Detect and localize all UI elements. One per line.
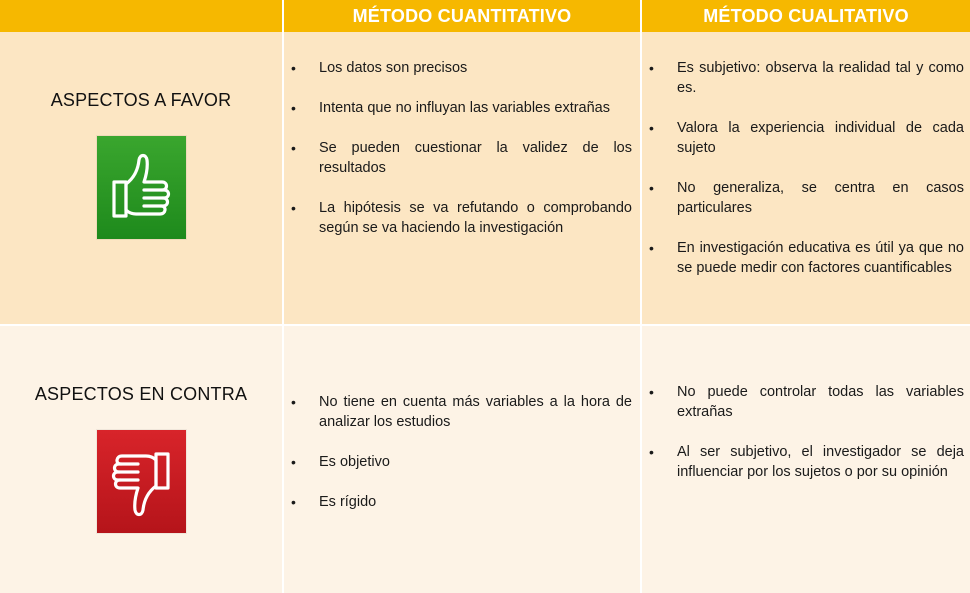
row-contra-label-cell	[0, 326, 284, 593]
thumbs-up-icon	[97, 136, 186, 239]
list-item: • Valora la experiencia individual de cada sujeto	[642, 118, 964, 158]
list-item: • Es objetivo	[284, 452, 632, 472]
favor-quant-list	[284, 58, 632, 238]
row-contra-qual-cell	[642, 326, 970, 593]
list-item: • No generaliza, se centra en casos particulares	[642, 178, 964, 218]
list-item: • En investigación educativa es útil ya que no se puede medir con factores cuantificables	[642, 238, 964, 278]
list-item: • Al ser subjetivo, el investigador se deja influenciar por los sujetos o por su opinión	[642, 442, 964, 482]
row-contra-quant-cell	[284, 326, 642, 593]
list-item: • Es rígido	[284, 492, 632, 512]
row-favor-quant-cell	[284, 32, 642, 326]
row-favor-label-cell	[0, 32, 284, 326]
header-empty-cell	[0, 0, 284, 32]
list-item: • La hipótesis se va refutando o comprobando según se va haciendo la investigación	[284, 198, 632, 238]
header-qualitative: MÉTODO CUALITATIVO	[642, 0, 970, 32]
list-item: • No tiene en cuenta más variables a la hora de analizar los estudios	[284, 392, 632, 432]
header-quantitative: MÉTODO CUANTITATIVO	[284, 0, 642, 32]
list-item: • Se pueden cuestionar la validez de los resultados	[284, 138, 632, 178]
list-item: • No puede controlar todas las variables extrañas	[642, 382, 964, 422]
contra-quant-list	[284, 392, 632, 512]
list-item: • Los datos son precisos	[284, 58, 632, 78]
row-favor-label: ASPECTOS A FAVOR	[50, 90, 232, 110]
contra-qual-list	[642, 382, 964, 482]
favor-qual-list	[642, 58, 964, 278]
row-favor-qual-cell	[642, 32, 970, 326]
list-item: • Es subjetivo: observa la realidad tal y como es.	[642, 58, 964, 98]
list-item: • Intenta que no influyan las variables extrañas	[284, 98, 632, 118]
thumbs-down-icon	[97, 430, 186, 533]
row-contra-label: ASPECTOS EN CONTRA	[34, 384, 248, 404]
